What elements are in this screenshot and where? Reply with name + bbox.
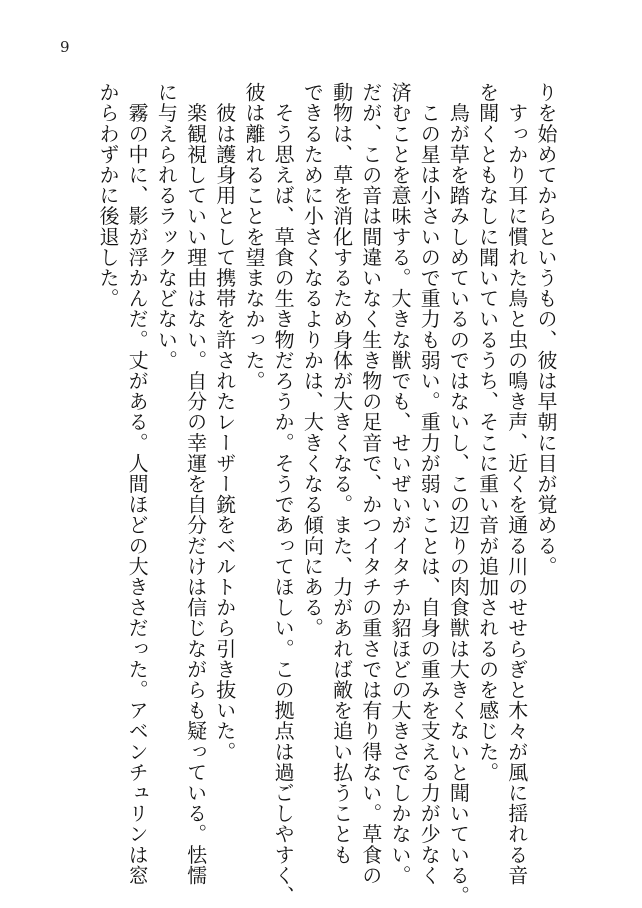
vertical-body-text	[93, 82, 560, 906]
text-line: に与えられるラックなどない。	[154, 82, 179, 371]
text-line: 済むことを意味する。大きな獣でも、せいぜいがイタチか貂ほどの大きさでしかない。	[387, 82, 412, 886]
page-number: 9	[60, 38, 70, 56]
text-line: すっかり耳に慣れた鳥と虫の鳴き声、近くを通る川のせせらぎと木々が風に揺れる音	[504, 82, 529, 886]
text-line: だが、この音は間違いなく生き物の足音で、かつイタチの重さでは有り得ない。草食の	[358, 82, 383, 886]
text-line: 楽観視していい理由はない。自分の幸運を自分だけは信じながらも疑っている。怯懦	[183, 82, 208, 886]
text-line: からわずかに後退した。	[95, 82, 120, 309]
text-line: を聞くともなしに聞いているうち、そこに重い音が追加されるのを感じた。	[475, 82, 500, 783]
text-line: 鳥が草を踏みしめているのではないし、この辺りの肉食獣は大きくないと聞いている。	[446, 82, 471, 906]
text-line: 彼は離れることを望まなかった。	[241, 82, 266, 391]
text-line: 彼は護身用として携帯を許されたレーザー銃をベルトから引き抜いた。	[212, 82, 237, 762]
text-line: そう思えば、草食の生き物だろうか。そうであってほしい。この拠点は過ごしやすく、	[271, 82, 296, 906]
text-line: 霧の中に、影が浮かんだ。丈がある。人間ほどの大きさだった。アベンチュリンは窓	[125, 82, 150, 886]
text-line: りを始めてからというもの、彼は早朝に目が覚める。	[534, 82, 558, 577]
text-line: この星は小さいので重力も弱い。重力が弱いことは、自身の重みを支える力が少なく	[417, 82, 442, 886]
text-line: 動物は、草を消化するため身体が大きくなる。また、力があれば敵を追い払うことも	[329, 82, 354, 865]
text-line: できるために小さくなるよりかは、大きくなる傾向にある。	[300, 82, 325, 639]
